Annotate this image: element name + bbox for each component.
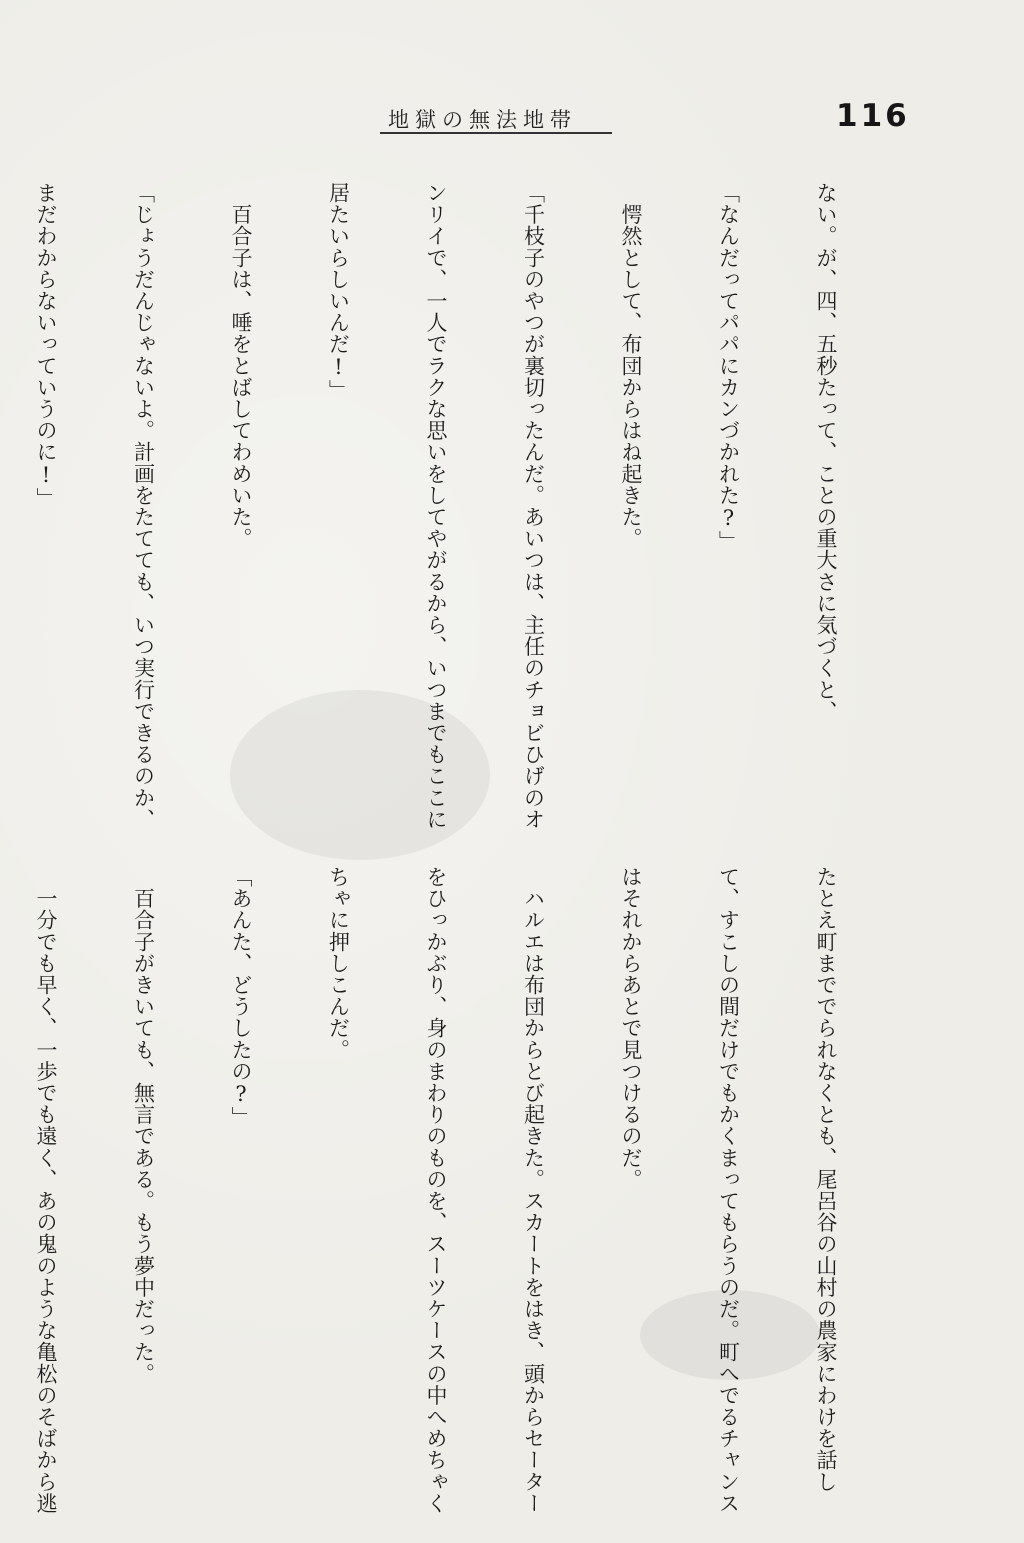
top-text-block — [0, 182, 907, 830]
text-column: 「なんだってパパにカンづかれた?」 — [716, 182, 741, 553]
text-column: ハルエは布団からとび起きた。スカートをはき、頭からセーター — [521, 866, 546, 1514]
text-column: 百合子は、唾をとばしてわめいた。 — [229, 182, 253, 550]
text-column: ンリイで、一人でラクな思いをしてやがるから、いつまでもここに — [424, 182, 448, 830]
text-column: まだわからないっていうのに!」 — [34, 182, 58, 509]
text-column: ない。が、四、五秒たって、ことの重大さに気づくと、 — [814, 182, 838, 722]
text-column: たとえ町まででられなくとも、尾呂谷の山村の農家にわけを話し — [814, 866, 838, 1493]
text-column: 百合子がきいても、無言である。もう夢中だった。 — [131, 866, 156, 1385]
text-column: て、すこしの間だけでもかくまってもらうのだ。町へでるチャンス — [716, 866, 741, 1514]
header-rule — [380, 132, 612, 134]
text-column: ちゃに押しこんだ。 — [326, 866, 351, 1061]
text-column: 居たいらしいんだ!」 — [326, 182, 351, 401]
text-column: をひっかぶり、身のまわりのものを、スーツケースの中へめちゃく — [424, 866, 448, 1514]
running-title: 地獄の無法地帯 — [388, 108, 577, 132]
text-column: 愕然として、布団からはね起きた。 — [619, 182, 643, 550]
text-column: 「じょうだんじゃないよ。計画をたてても、いつ実行できるのか、 — [131, 182, 156, 830]
bottom-text-block — [0, 866, 907, 1514]
text-column: 「あんた、どうしたの?」 — [229, 866, 253, 1129]
text-column: 「千枝子のやつが裏切ったんだ。あいつは、主任のチョビひげのオ — [521, 182, 546, 830]
page-number: 116 — [836, 98, 910, 134]
text-column: 一分でも早く、一歩でも遠く、あの鬼のような亀松のそばから逃 — [34, 866, 58, 1514]
text-column: はそれからあとで見つけるのだ。 — [619, 866, 643, 1190]
page-header — [380, 98, 920, 138]
